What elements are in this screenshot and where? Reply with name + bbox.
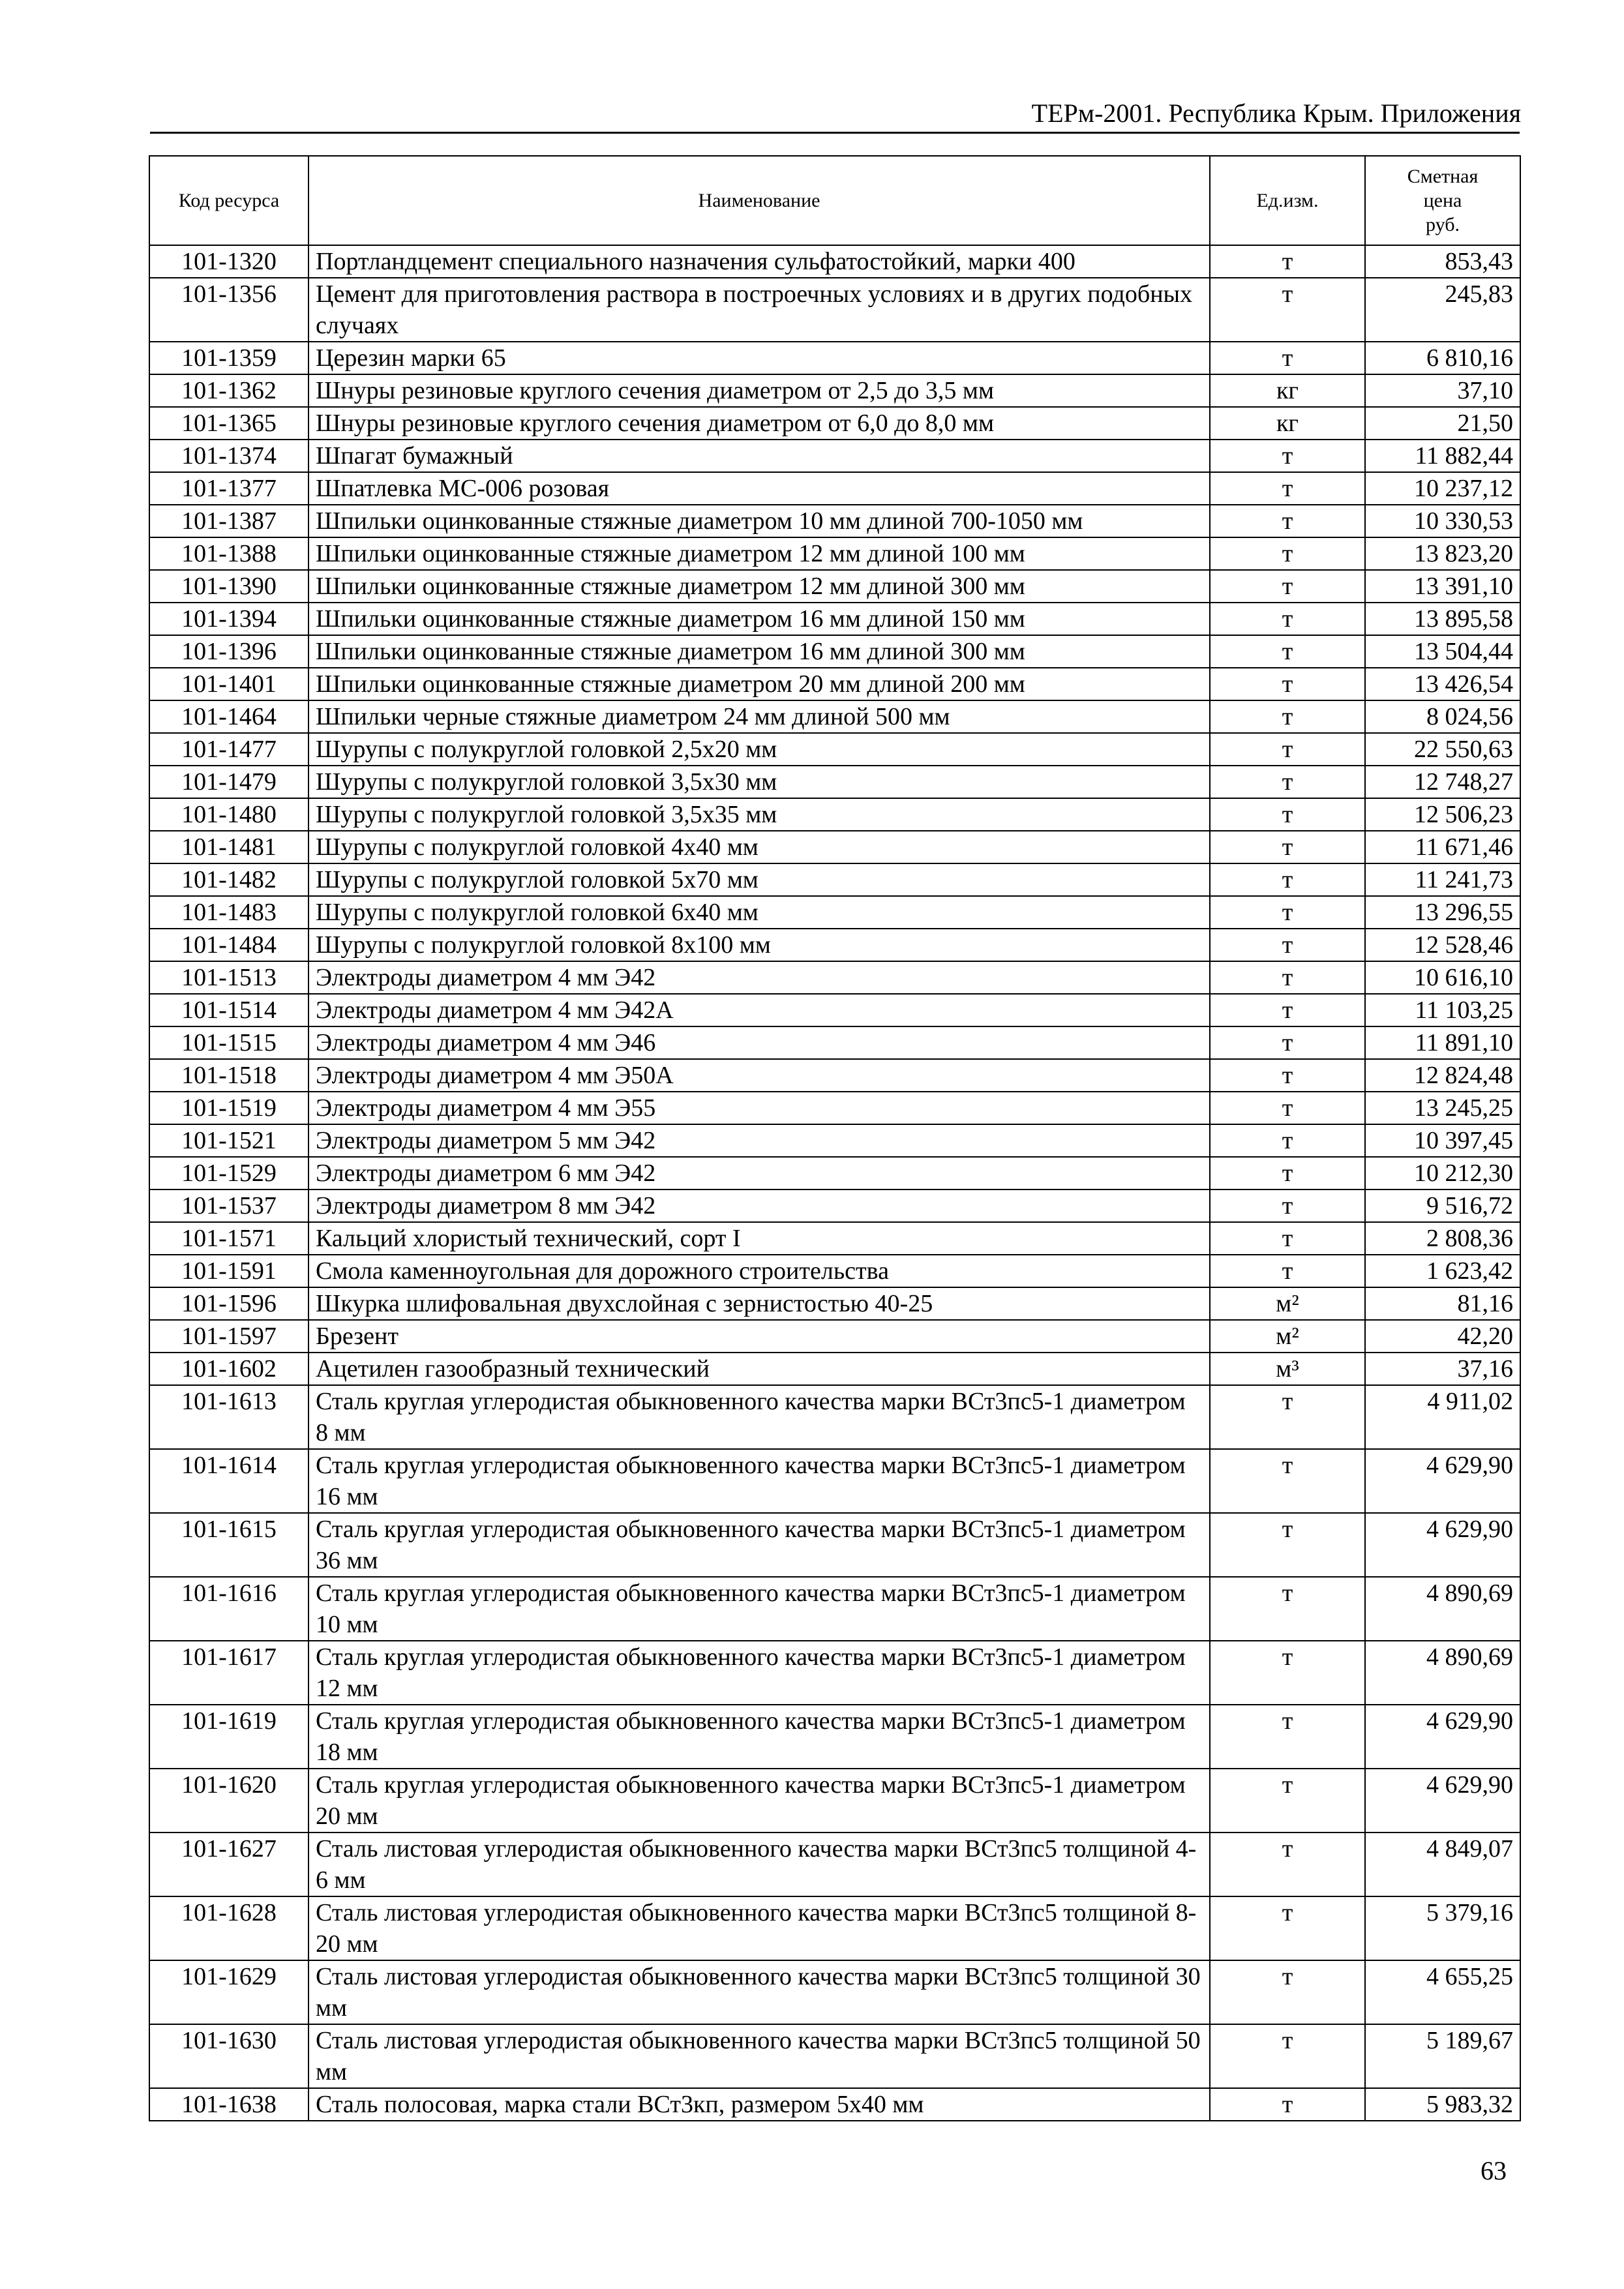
estimated-price: 245,83	[1365, 278, 1520, 342]
unit-of-measure: т	[1210, 2024, 1365, 2088]
resource-name: Шурупы с полукруглой головкой 3,5х35 мм	[308, 798, 1210, 831]
estimated-price: 5 189,67	[1365, 2024, 1520, 2088]
page-number: 63	[1481, 2156, 1507, 2185]
resource-name: Кальций хлористый технический, сорт I	[308, 1222, 1210, 1255]
resource-name: Шнуры резиновые круглого сечения диаметром от 2,5 до 3,5 мм	[308, 374, 1210, 407]
resource-price-table	[149, 155, 1521, 2121]
table-row	[149, 2024, 1520, 2088]
resource-code: 101-1390	[149, 570, 308, 603]
unit-of-measure: т	[1210, 537, 1365, 570]
table-row	[149, 961, 1520, 994]
estimated-price: 8 024,56	[1365, 700, 1520, 733]
resource-code: 101-1515	[149, 1026, 308, 1059]
table-row	[149, 1353, 1520, 1385]
table-row	[149, 1026, 1520, 1059]
resource-name: Сталь круглая углеродистая обыкновенного качества марки ВСт3пс5-1 диаметром 36 мм	[308, 1513, 1210, 1577]
estimated-price: 10 212,30	[1365, 1157, 1520, 1189]
resource-name: Электроды диаметром 6 мм Э42	[308, 1157, 1210, 1189]
table-row	[149, 505, 1520, 537]
table-row	[149, 1960, 1520, 2024]
estimated-price: 11 891,10	[1365, 1026, 1520, 1059]
estimated-price: 4 849,07	[1365, 1833, 1520, 1896]
resource-code: 101-1464	[149, 700, 308, 733]
resource-code: 101-1619	[149, 1705, 308, 1769]
resource-code: 101-1627	[149, 1833, 308, 1896]
unit-of-measure: т	[1210, 245, 1365, 278]
resource-name: Сталь круглая углеродистая обыкновенного качества марки ВСт3пс5-1 диаметром 20 мм	[308, 1769, 1210, 1833]
unit-of-measure: т	[1210, 1222, 1365, 1255]
resource-code: 101-1521	[149, 1124, 308, 1157]
unit-of-measure: т	[1210, 1769, 1365, 1833]
resource-code: 101-1483	[149, 896, 308, 929]
estimated-price: 11 103,25	[1365, 994, 1520, 1026]
table-row	[149, 278, 1520, 342]
resource-code: 101-1617	[149, 1641, 308, 1705]
estimated-price: 13 895,58	[1365, 603, 1520, 635]
resource-name: Сталь листовая углеродистая обыкновенного качества марки ВСт3пс5 толщиной 8-20 мм	[308, 1896, 1210, 1960]
resource-code: 101-1596	[149, 1287, 308, 1320]
resource-code: 101-1401	[149, 668, 308, 700]
unit-of-measure: т	[1210, 2088, 1365, 2121]
table-row	[149, 929, 1520, 961]
unit-of-measure: т	[1210, 1026, 1365, 1059]
resource-code: 101-1479	[149, 766, 308, 798]
resource-name: Шпатлевка МС-006 розовая	[308, 472, 1210, 505]
resource-code: 101-1365	[149, 407, 308, 440]
table-row	[149, 668, 1520, 700]
estimated-price: 13 426,54	[1365, 668, 1520, 700]
unit-of-measure: т	[1210, 1157, 1365, 1189]
resource-name: Сталь круглая углеродистая обыкновенного качества марки ВСт3пс5-1 диаметром 8 мм	[308, 1385, 1210, 1449]
estimated-price: 42,20	[1365, 1320, 1520, 1353]
resource-code: 101-1482	[149, 863, 308, 896]
resource-code: 101-1529	[149, 1157, 308, 1189]
resource-code: 101-1388	[149, 537, 308, 570]
resource-code: 101-1320	[149, 245, 308, 278]
unit-of-measure: т	[1210, 863, 1365, 896]
resource-code: 101-1356	[149, 278, 308, 342]
estimated-price: 4 629,90	[1365, 1513, 1520, 1577]
table-row	[149, 245, 1520, 278]
table-row	[149, 1385, 1520, 1449]
resource-name: Шпильки оцинкованные стяжные диаметром 16 мм длиной 300 мм	[308, 635, 1210, 668]
table-header-row	[149, 156, 1520, 245]
unit-of-measure: кг	[1210, 407, 1365, 440]
estimated-price: 10 237,12	[1365, 472, 1520, 505]
table-row	[149, 733, 1520, 766]
table-row	[149, 342, 1520, 374]
column-header-price: Сметная цена руб.	[1365, 156, 1520, 245]
resource-name: Электроды диаметром 4 мм Э46	[308, 1026, 1210, 1059]
unit-of-measure: т	[1210, 1513, 1365, 1577]
resource-name: Электроды диаметром 4 мм Э42А	[308, 994, 1210, 1026]
resource-code: 101-1620	[149, 1769, 308, 1833]
estimated-price: 13 296,55	[1365, 896, 1520, 929]
unit-of-measure: т	[1210, 1092, 1365, 1124]
resource-name: Электроды диаметром 8 мм Э42	[308, 1189, 1210, 1222]
table-row	[149, 1092, 1520, 1124]
table-row	[149, 831, 1520, 863]
table-row	[149, 1222, 1520, 1255]
estimated-price: 4 890,69	[1365, 1577, 1520, 1641]
unit-of-measure: м²	[1210, 1287, 1365, 1320]
resource-name: Сталь круглая углеродистая обыкновенного качества марки ВСт3пс5-1 диаметром 18 мм	[308, 1705, 1210, 1769]
resource-code: 101-1362	[149, 374, 308, 407]
estimated-price: 12 528,46	[1365, 929, 1520, 961]
unit-of-measure: т	[1210, 472, 1365, 505]
unit-of-measure: т	[1210, 1833, 1365, 1896]
resource-code: 101-1481	[149, 831, 308, 863]
estimated-price: 5 983,32	[1365, 2088, 1520, 2121]
page-header-title: ТЕРм-2001. Республика Крым. Приложения	[1031, 98, 1521, 128]
unit-of-measure: т	[1210, 342, 1365, 374]
estimated-price: 13 504,44	[1365, 635, 1520, 668]
resource-code: 101-1477	[149, 733, 308, 766]
table-row	[149, 472, 1520, 505]
table-row	[149, 1320, 1520, 1353]
table-row	[149, 798, 1520, 831]
estimated-price: 11 882,44	[1365, 440, 1520, 472]
resource-name: Сталь листовая углеродистая обыкновенного качества марки ВСт3пс5 толщиной 4-6 мм	[308, 1833, 1210, 1896]
table-row	[149, 896, 1520, 929]
table-row	[149, 994, 1520, 1026]
resource-code: 101-1519	[149, 1092, 308, 1124]
estimated-price: 10 330,53	[1365, 505, 1520, 537]
resource-name: Брезент	[308, 1320, 1210, 1353]
resource-name: Шурупы с полукруглой головкой 4х40 мм	[308, 831, 1210, 863]
estimated-price: 4 890,69	[1365, 1641, 1520, 1705]
table-row	[149, 766, 1520, 798]
estimated-price: 10 397,45	[1365, 1124, 1520, 1157]
table-row	[149, 1059, 1520, 1092]
estimated-price: 4 629,90	[1365, 1705, 1520, 1769]
estimated-price: 4 629,90	[1365, 1449, 1520, 1513]
unit-of-measure: т	[1210, 766, 1365, 798]
unit-of-measure: т	[1210, 1960, 1365, 2024]
unit-of-measure: т	[1210, 961, 1365, 994]
unit-of-measure: т	[1210, 929, 1365, 961]
table-row	[149, 1833, 1520, 1896]
table-row	[149, 1641, 1520, 1705]
table-row	[149, 700, 1520, 733]
resource-name: Шурупы с полукруглой головкой 5х70 мм	[308, 863, 1210, 896]
unit-of-measure: т	[1210, 1705, 1365, 1769]
resource-name: Электроды диаметром 5 мм Э42	[308, 1124, 1210, 1157]
table-row	[149, 1705, 1520, 1769]
unit-of-measure: т	[1210, 278, 1365, 342]
estimated-price: 5 379,16	[1365, 1896, 1520, 1960]
table-row	[149, 635, 1520, 668]
resource-code: 101-1394	[149, 603, 308, 635]
resource-code: 101-1602	[149, 1353, 308, 1385]
resource-name: Цемент для приготовления раствора в построечных условиях и в других подобных случаях	[308, 278, 1210, 342]
resource-name: Шнуры резиновые круглого сечения диаметром от 6,0 до 8,0 мм	[308, 407, 1210, 440]
resource-name: Шпильки оцинкованные стяжные диаметром 10 мм длиной 700-1050 мм	[308, 505, 1210, 537]
unit-of-measure: т	[1210, 733, 1365, 766]
unit-of-measure: т	[1210, 1449, 1365, 1513]
table-row	[149, 1449, 1520, 1513]
table-row	[149, 1896, 1520, 1960]
unit-of-measure: т	[1210, 505, 1365, 537]
resource-code: 101-1537	[149, 1189, 308, 1222]
table-row	[149, 603, 1520, 635]
table-row	[149, 1769, 1520, 1833]
resource-code: 101-1613	[149, 1385, 308, 1449]
resource-name: Шпильки оцинкованные стяжные диаметром 12 мм длиной 100 мм	[308, 537, 1210, 570]
estimated-price: 13 823,20	[1365, 537, 1520, 570]
resource-code: 101-1616	[149, 1577, 308, 1641]
unit-of-measure: т	[1210, 831, 1365, 863]
estimated-price: 1 623,42	[1365, 1255, 1520, 1287]
column-header-unit: Ед.изм.	[1210, 156, 1365, 245]
table-row	[149, 863, 1520, 896]
header-rule	[150, 132, 1520, 134]
resource-code: 101-1480	[149, 798, 308, 831]
resource-name: Церезин марки 65	[308, 342, 1210, 374]
resource-name: Портландцемент специального назначения сульфатостойкий, марки 400	[308, 245, 1210, 278]
table-row	[149, 570, 1520, 603]
resource-name: Сталь круглая углеродистая обыкновенного качества марки ВСт3пс5-1 диаметром 12 мм	[308, 1641, 1210, 1705]
unit-of-measure: т	[1210, 1124, 1365, 1157]
resource-name: Шкурка шлифовальная двухслойная с зернистостью 40-25	[308, 1287, 1210, 1320]
unit-of-measure: т	[1210, 1189, 1365, 1222]
resource-code: 101-1387	[149, 505, 308, 537]
estimated-price: 10 616,10	[1365, 961, 1520, 994]
resource-name: Сталь листовая углеродистая обыкновенного качества марки ВСт3пс5 толщиной 30 мм	[308, 1960, 1210, 2024]
resource-name: Шурупы с полукруглой головкой 8х100 мм	[308, 929, 1210, 961]
estimated-price: 2 808,36	[1365, 1222, 1520, 1255]
estimated-price: 11 671,46	[1365, 831, 1520, 863]
estimated-price: 13 391,10	[1365, 570, 1520, 603]
unit-of-measure: м³	[1210, 1353, 1365, 1385]
resource-code: 101-1359	[149, 342, 308, 374]
resource-name: Электроды диаметром 4 мм Э42	[308, 961, 1210, 994]
resource-name: Шпильки оцинкованные стяжные диаметром 16 мм длиной 150 мм	[308, 603, 1210, 635]
estimated-price: 37,10	[1365, 374, 1520, 407]
resource-code: 101-1514	[149, 994, 308, 1026]
table-row	[149, 374, 1520, 407]
resource-name: Шпагат бумажный	[308, 440, 1210, 472]
unit-of-measure: м²	[1210, 1320, 1365, 1353]
resource-name: Электроды диаметром 4 мм Э50А	[308, 1059, 1210, 1092]
resource-code: 101-1484	[149, 929, 308, 961]
resource-name: Сталь круглая углеродистая обыкновенного качества марки ВСт3пс5-1 диаметром 10 мм	[308, 1577, 1210, 1641]
resource-code: 101-1628	[149, 1896, 308, 1960]
resource-code: 101-1614	[149, 1449, 308, 1513]
resource-code: 101-1513	[149, 961, 308, 994]
estimated-price: 853,43	[1365, 245, 1520, 278]
resource-code: 101-1518	[149, 1059, 308, 1092]
unit-of-measure: кг	[1210, 374, 1365, 407]
resource-name: Электроды диаметром 4 мм Э55	[308, 1092, 1210, 1124]
column-header-code: Код ресурса	[149, 156, 308, 245]
resource-name: Шпильки черные стяжные диаметром 24 мм длиной 500 мм	[308, 700, 1210, 733]
estimated-price: 12 824,48	[1365, 1059, 1520, 1092]
table-row	[149, 1124, 1520, 1157]
estimated-price: 12 748,27	[1365, 766, 1520, 798]
unit-of-measure: т	[1210, 994, 1365, 1026]
resource-code: 101-1591	[149, 1255, 308, 1287]
unit-of-measure: т	[1210, 668, 1365, 700]
table-row	[149, 407, 1520, 440]
estimated-price: 12 506,23	[1365, 798, 1520, 831]
unit-of-measure: т	[1210, 798, 1365, 831]
table-row	[149, 537, 1520, 570]
resource-code: 101-1615	[149, 1513, 308, 1577]
resource-name: Шпильки оцинкованные стяжные диаметром 12 мм длиной 300 мм	[308, 570, 1210, 603]
resource-name: Шурупы с полукруглой головкой 2,5х20 мм	[308, 733, 1210, 766]
table-row	[149, 2088, 1520, 2121]
estimated-price: 4 655,25	[1365, 1960, 1520, 2024]
resource-code: 101-1374	[149, 440, 308, 472]
estimated-price: 4 911,02	[1365, 1385, 1520, 1449]
unit-of-measure: т	[1210, 440, 1365, 472]
estimated-price: 6 810,16	[1365, 342, 1520, 374]
estimated-price: 13 245,25	[1365, 1092, 1520, 1124]
resource-name: Сталь полосовая, марка стали ВСт3кп, размером 5х40 мм	[308, 2088, 1210, 2121]
resource-code: 101-1377	[149, 472, 308, 505]
estimated-price: 9 516,72	[1365, 1189, 1520, 1222]
resource-name: Ацетилен газообразный технический	[308, 1353, 1210, 1385]
unit-of-measure: т	[1210, 570, 1365, 603]
estimated-price: 81,16	[1365, 1287, 1520, 1320]
unit-of-measure: т	[1210, 635, 1365, 668]
resource-name: Сталь листовая углеродистая обыкновенного качества марки ВСт3пс5 толщиной 50 мм	[308, 2024, 1210, 2088]
estimated-price: 11 241,73	[1365, 863, 1520, 896]
resource-name: Шурупы с полукруглой головкой 6х40 мм	[308, 896, 1210, 929]
unit-of-measure: т	[1210, 700, 1365, 733]
unit-of-measure: т	[1210, 1385, 1365, 1449]
table-row	[149, 1577, 1520, 1641]
estimated-price: 22 550,63	[1365, 733, 1520, 766]
resource-code: 101-1597	[149, 1320, 308, 1353]
estimated-price: 4 629,90	[1365, 1769, 1520, 1833]
table-row	[149, 1157, 1520, 1189]
unit-of-measure: т	[1210, 1577, 1365, 1641]
table-body	[149, 245, 1520, 2121]
unit-of-measure: т	[1210, 1641, 1365, 1705]
resource-code: 101-1630	[149, 2024, 308, 2088]
resource-name: Шпильки оцинкованные стяжные диаметром 20 мм длиной 200 мм	[308, 668, 1210, 700]
resource-code: 101-1638	[149, 2088, 308, 2121]
unit-of-measure: т	[1210, 896, 1365, 929]
table-row	[149, 1255, 1520, 1287]
resource-name: Шурупы с полукруглой головкой 3,5х30 мм	[308, 766, 1210, 798]
table-row	[149, 1513, 1520, 1577]
resource-name: Смола каменноугольная для дорожного строительства	[308, 1255, 1210, 1287]
resource-code: 101-1396	[149, 635, 308, 668]
resource-code: 101-1629	[149, 1960, 308, 2024]
unit-of-measure: т	[1210, 1255, 1365, 1287]
resource-name: Сталь круглая углеродистая обыкновенного качества марки ВСт3пс5-1 диаметром 16 мм	[308, 1449, 1210, 1513]
unit-of-measure: т	[1210, 603, 1365, 635]
resource-code: 101-1571	[149, 1222, 308, 1255]
table-row	[149, 440, 1520, 472]
unit-of-measure: т	[1210, 1896, 1365, 1960]
table-row	[149, 1189, 1520, 1222]
column-header-name: Наименование	[308, 156, 1210, 245]
unit-of-measure: т	[1210, 1059, 1365, 1092]
table-row	[149, 1287, 1520, 1320]
estimated-price: 21,50	[1365, 407, 1520, 440]
estimated-price: 37,16	[1365, 1353, 1520, 1385]
